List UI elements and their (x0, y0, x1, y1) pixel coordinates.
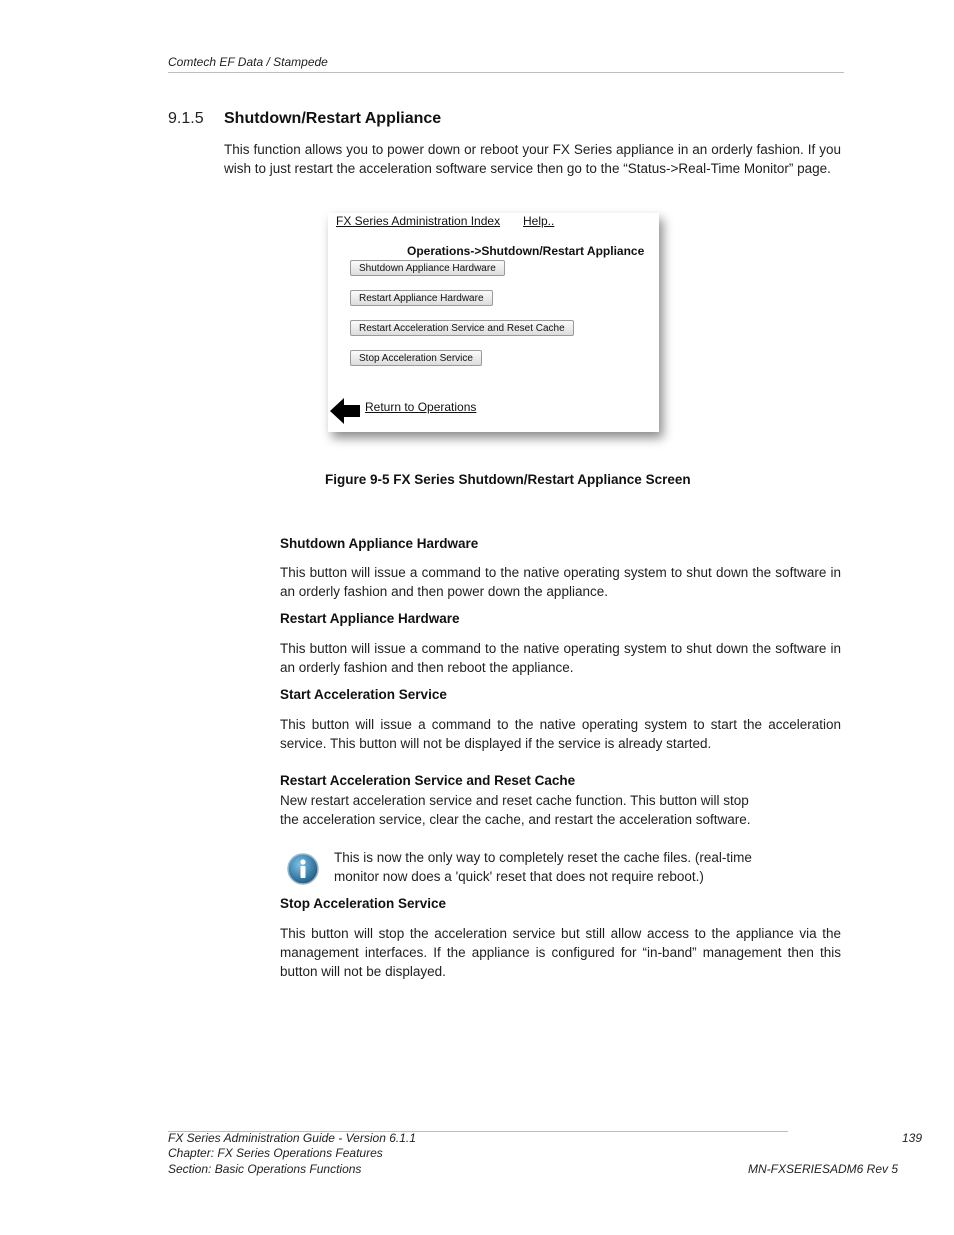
desc-title-stop-service: Stop Acceleration Service (280, 896, 447, 911)
desc-title-reset-cache: Restart Acceleration Service and Reset Cache (280, 773, 576, 788)
desc-body-restart: This button will issue a command to the native operating system to shut down the software in an orderly fashion and then reboot the appliance. (280, 641, 841, 675)
screen-title: Operations->Shutdown/Restart Appliance (407, 244, 645, 258)
desc-body-stop-service: This button will stop the acceleration service but still allow access to the appliance via the management interfaces. If the appliance is configured for “in-band” management then this button will not be displayed. (280, 926, 841, 979)
return-to-operations-link[interactable]: Return to Operations (365, 400, 477, 414)
nav-admin-index-link[interactable]: FX Series Administration Index (336, 214, 501, 228)
info-icon (287, 853, 319, 885)
footer-chapter: Chapter: FX Series Operations Features (168, 1146, 383, 1160)
figure-screenshot (328, 213, 659, 432)
desc-body-reset-cache-line2: the acceleration service, clear the cache, and restart the acceleration software. (280, 812, 751, 827)
desc-title-shutdown: Shutdown Appliance Hardware (280, 536, 479, 551)
stop-service-button[interactable]: Stop Acceleration Service (350, 350, 482, 366)
section-title: Shutdown/Restart Appliance (224, 110, 442, 127)
restart-service-reset-cache-button[interactable]: Restart Acceleration Service and Reset Cache (350, 320, 574, 336)
footer-section: Section: Basic Operations Functions (168, 1162, 362, 1176)
page-number: 139 (901, 1131, 922, 1145)
desc-body-start-service: This button will issue a command to the native operating system to start the acceleration service. This button will not be displayed if the service is already started. (280, 717, 841, 751)
desc-title-restart: Restart Appliance Hardware (280, 611, 460, 626)
restart-appliance-button[interactable]: Restart Appliance Hardware (350, 290, 493, 306)
figure-caption: Figure 9-5 FX Series Shutdown/Restart Appliance Screen (325, 472, 691, 487)
note-line1: This is now the only way to completely reset the cache files. (real-time (334, 850, 752, 865)
document-id: MN-FXSERIESADM6 Rev 5 (747, 1162, 898, 1176)
desc-body-reset-cache-line1: New restart acceleration service and reset cache function. This button will stop (280, 793, 749, 808)
desc-body-shutdown: This button will issue a command to the native operating system to shut down the software in an orderly fashion and then power down the appliance. (280, 565, 841, 599)
back-arrow-icon[interactable] (330, 396, 360, 426)
desc-title-start-service: Start Acceleration Service (280, 687, 447, 702)
footer-guide-title: FX Series Administration Guide - Version 6.1.1 (168, 1131, 416, 1145)
note-line2: monitor now does a 'quick' reset that does not require reboot.) (334, 869, 704, 884)
shutdown-appliance-button[interactable]: Shutdown Appliance Hardware (350, 260, 505, 276)
intro-paragraph: This function allows you to power down or reboot your FX Series appliance in an orderly fashion. If you wish to just restart the acceleration software service then go to the “Status->Real-Time Monitor” page. (224, 142, 841, 176)
section-number: 9.1.5 (168, 110, 204, 127)
header-rule (168, 72, 844, 73)
nav-help-link[interactable]: Help.. (523, 214, 555, 228)
running-header: Comtech EF Data / Stampede (168, 55, 328, 69)
